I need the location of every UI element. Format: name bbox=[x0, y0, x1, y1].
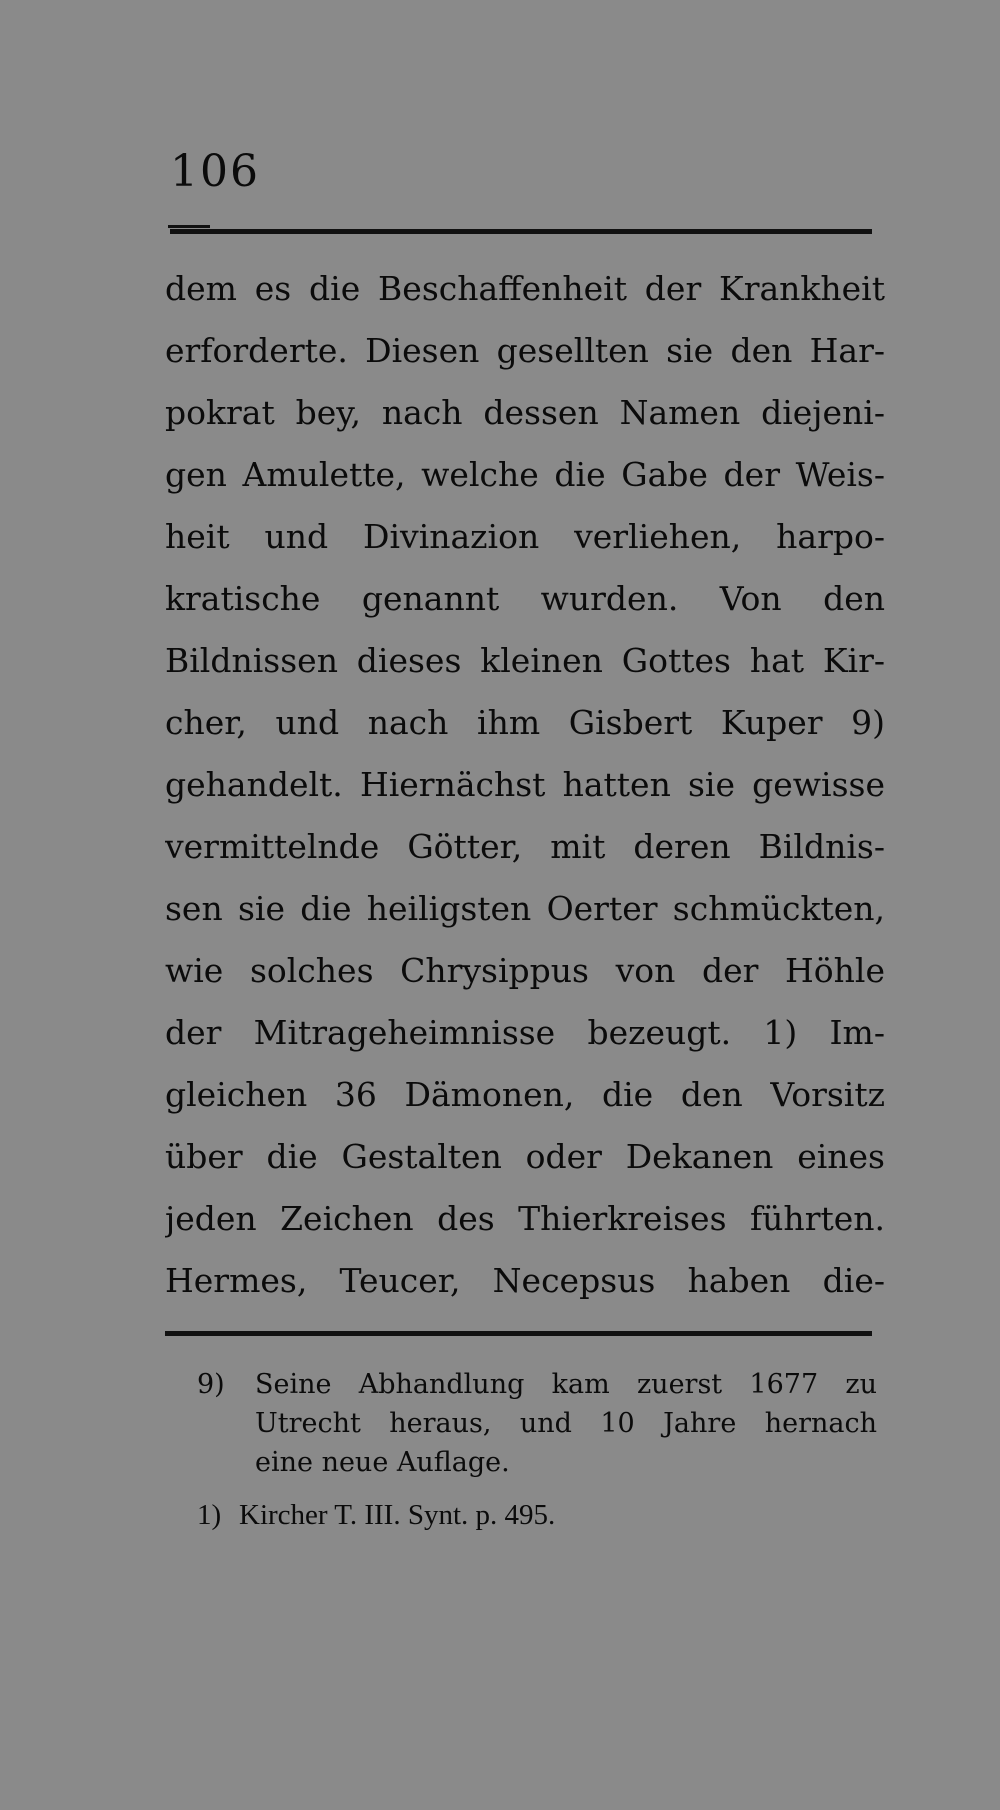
text-line: sen sie die heiligsten Oerter schmückten, bbox=[165, 889, 885, 928]
text-line: über die Gestalten oder Dekanen eines bbox=[165, 1137, 885, 1176]
footnote-line: eine neue Auflage. bbox=[255, 1447, 510, 1478]
footnote-1 bbox=[197, 1496, 877, 1535]
text-line: der Mitrageheimnisse bezeugt. 1) Im- bbox=[165, 1013, 885, 1052]
footnote-mark: 1) bbox=[197, 1499, 222, 1531]
footnote-line: Seine Abhandlung kam zuerst 1677 zu bbox=[255, 1369, 877, 1400]
text-line: cher, und nach ihm Gisbert Kuper 9) bbox=[165, 703, 885, 742]
text-line: gleichen 36 Dämonen, die den Vorsitz bbox=[165, 1075, 885, 1114]
footnote-text bbox=[255, 1365, 877, 1482]
text-line: vermittelnde Götter, mit deren Bildnis- bbox=[165, 827, 885, 866]
footnote-rule bbox=[165, 1331, 872, 1336]
text-line: dem es die Beschaffenheit der Krankheit bbox=[165, 269, 885, 308]
body-text bbox=[165, 258, 885, 1312]
footnote-text: Kircher T. III. Synt. p. 495. bbox=[239, 1499, 556, 1531]
footnote-line: Utrecht heraus, und 10 Jahre hernach bbox=[255, 1408, 877, 1439]
text-line: Bildnissen dieses kleinen Gottes hat Kir- bbox=[165, 641, 885, 680]
text-line: wie solches Chrysippus von der Höhle bbox=[165, 951, 885, 990]
text-line: pokrat bey, nach dessen Namen diejeni- bbox=[165, 393, 885, 432]
header-rule-lead bbox=[168, 225, 210, 228]
text-line: jeden Zeichen des Thierkreises führten. bbox=[165, 1199, 885, 1238]
text-line: kratische genannt wurden. Von den bbox=[165, 579, 885, 618]
footnote-mark: 9) bbox=[197, 1369, 225, 1400]
text-line: erforderte. Diesen gesellten sie den Har- bbox=[165, 331, 885, 370]
page-number: 106 bbox=[170, 146, 260, 197]
footnote-9 bbox=[197, 1365, 877, 1482]
text-line: gen Amulette, welche die Gabe der Weis- bbox=[165, 455, 885, 494]
text-line: heit und Divinazion verliehen, harpo- bbox=[165, 517, 885, 556]
text-line: gehandelt. Hiernächst hatten sie gewisse bbox=[165, 765, 885, 804]
header-rule bbox=[170, 229, 872, 234]
text-line: Hermes, Teucer, Necepsus haben die- bbox=[165, 1261, 885, 1300]
footnotes bbox=[197, 1365, 877, 1535]
